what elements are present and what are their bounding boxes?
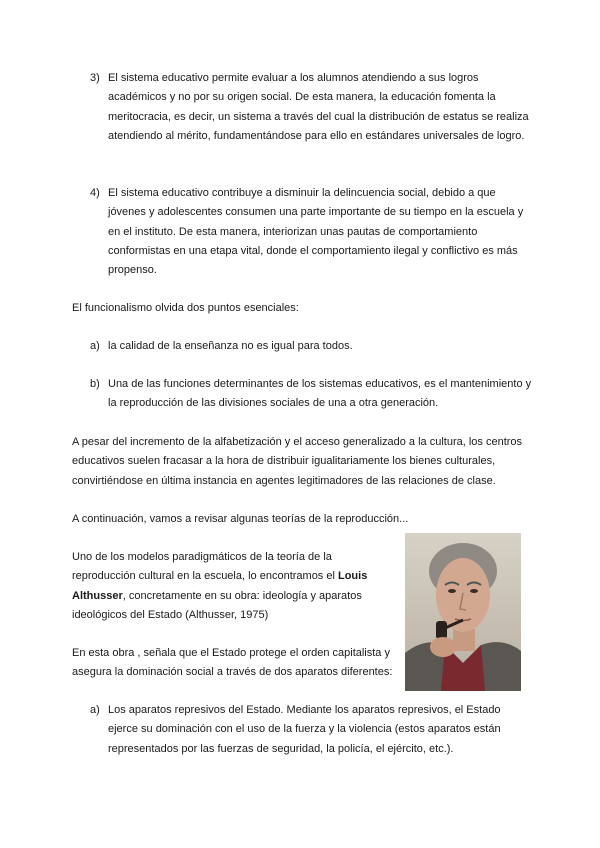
paragraph: En esta obra , señala que el Estado protege el orden capitalista y asegura la dominación social a través de dos aparatos diferentes: (72, 647, 393, 679)
list-item-text: Los aparatos represivos del Estado. Mediante los aparatos represivos, el Estado ejerce su dominación con el uso de la fuerza y la violencia (estos aparatos están representados por las fuerzas de seguridad, la policía, el ejército, etc.). (108, 704, 501, 755)
list-marker: a) (90, 704, 100, 716)
list-marker: 3) (90, 72, 100, 84)
paragraph: A pesar del incremento de la alfabetización y el acceso generalizado a la cultura, los centros educativos suelen fracasar a la hora de distribuir igualitariamente los bienes culturales, convirtiéndose en última instancia en agentes legitimadores de las relaciones de clase. (72, 436, 523, 487)
text-span: Uno de los modelos paradigmáticos de la teoría de la reproducción cultural en la escuela, lo encontramos el (72, 551, 338, 583)
list-marker: b) (90, 378, 100, 390)
paragraph: A continuación, vamos a revisar algunas teorías de la reproducción... (72, 513, 409, 525)
list-marker: 4) (90, 187, 100, 199)
paragraph-althusser (72, 548, 394, 625)
list-item-text: El sistema educativo permite evaluar a los alumnos atendiendo a sus logros académicos y no por su origen social. De esta manera, la educación fomenta la meritocracia, es decir, un sistema a través del cual la distribución de estatus se realiza atendiendo al mérito, fundamentándose para ello en estándares universales de logro. (108, 72, 529, 142)
portrait-illustration (405, 533, 521, 691)
list-marker: a) (90, 340, 100, 352)
text-span: , concretamente en su obra: ideología y aparatos ideológicos del Estado (Althusser, 1975) (72, 589, 362, 621)
list-item-text: la calidad de la enseñanza no es igual para todos. (108, 340, 353, 352)
paragraph: El funcionalismo olvida dos puntos esenciales: (72, 302, 299, 314)
author-name: Louis Althusser (72, 570, 368, 602)
portrait-photo (405, 533, 521, 691)
list-item-text: El sistema educativo contribuye a disminuir la delincuencia social, debido a que jóvenes y adolescentes consumen una parte importante de su tiempo en la escuela y en el instituto. De esta manera, interiorizan unas pautas de comportamiento conformistas en una etapa vital, donde el comportamiento ilegal y conflictivo es más propenso. (108, 187, 524, 277)
list-item-text: Una de las funciones determinantes de los sistemas educativos, es el mantenimiento y la reproducción de las divisiones sociales de una a otra generación. (108, 378, 532, 410)
